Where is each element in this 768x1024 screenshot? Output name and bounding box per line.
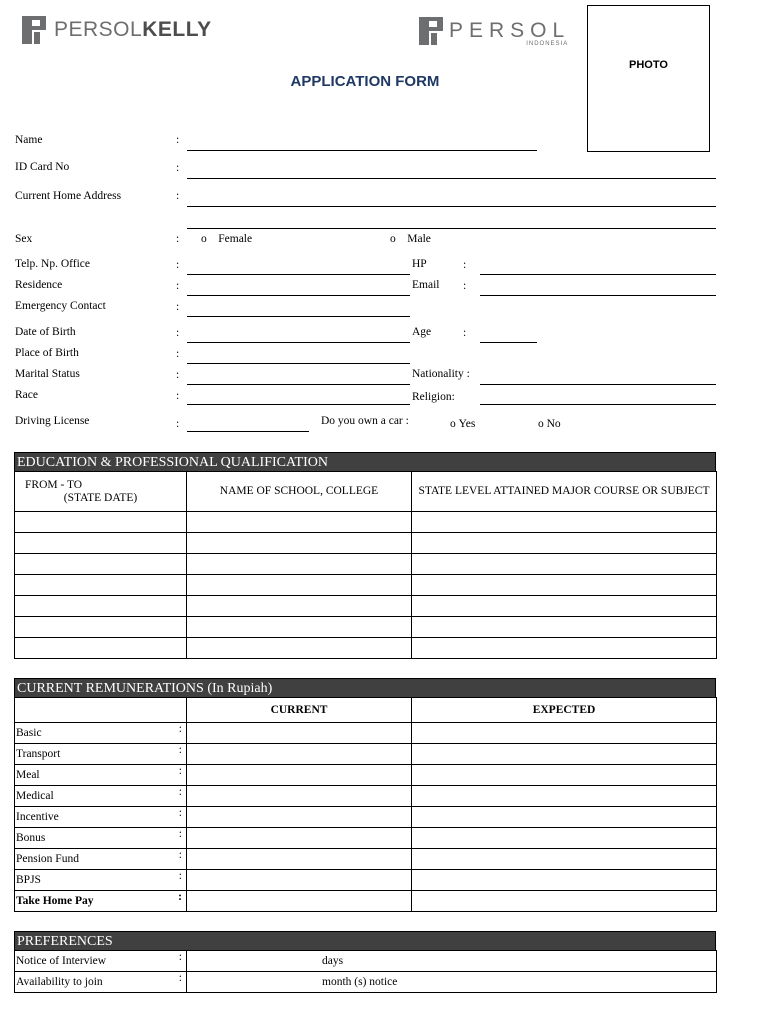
education-col-course: STATE LEVEL ATTAINED MAJOR COURSE OR SUBJECT — [412, 472, 717, 512]
remuneration-current-field[interactable] — [187, 744, 412, 765]
address-label: Current Home Address — [15, 190, 122, 202]
remuneration-label: Pension Fund — [16, 852, 79, 865]
colon: : — [178, 828, 182, 840]
education-course-cell[interactable] — [412, 533, 717, 554]
remuneration-row — [15, 849, 717, 870]
education-col-school: NAME OF SCHOOL, COLLEGE — [187, 472, 412, 512]
colon: : — [176, 390, 180, 402]
sex-female-option[interactable] — [201, 232, 252, 246]
remuneration-expected-field[interactable] — [412, 723, 717, 744]
education-from-to-cell[interactable] — [15, 575, 187, 596]
own-car-no-option[interactable] — [538, 417, 561, 431]
remuneration-row — [15, 786, 717, 807]
nationality-label: Nationality : — [412, 368, 470, 380]
remuneration-current-field[interactable] — [187, 891, 412, 912]
no-label: No — [546, 418, 561, 430]
remuneration-blank-header — [15, 698, 187, 723]
persolkelly-logo-text: PERSOLKELLY — [54, 18, 212, 41]
education-course-cell[interactable] — [412, 554, 717, 575]
emergency-contact-label: Emergency Contact — [15, 300, 106, 312]
own-car-yes-option[interactable] — [450, 417, 475, 431]
education-course-cell[interactable] — [412, 617, 717, 638]
remuneration-section-header: CURRENT REMUNERATIONS (In Rupiah) — [14, 678, 716, 698]
telp-office-label: Telp. Np. Office — [15, 258, 90, 270]
remuneration-expected-field[interactable] — [412, 807, 717, 828]
yes-label: Yes — [458, 418, 476, 430]
remuneration-label-cell — [15, 807, 187, 828]
preferences-row — [15, 972, 717, 993]
radio-circle-icon: o — [538, 418, 544, 430]
remuneration-current-field[interactable] — [187, 807, 412, 828]
residence-field[interactable] — [187, 295, 410, 296]
remuneration-row — [15, 744, 717, 765]
name-label: Name — [15, 134, 43, 146]
date-of-birth-label: Date of Birth — [15, 326, 76, 338]
education-school-cell[interactable] — [187, 638, 412, 659]
education-header-row — [15, 472, 717, 512]
remuneration-row — [15, 765, 717, 786]
remuneration-expected-field[interactable] — [412, 765, 717, 786]
remuneration-expected-field[interactable] — [412, 870, 717, 891]
education-row — [15, 596, 717, 617]
education-school-cell[interactable] — [187, 575, 412, 596]
form-title: APPLICATION FORM — [290, 73, 440, 90]
remuneration-label-cell — [15, 744, 187, 765]
persol-mark-icon — [419, 17, 443, 45]
driving-license-label: Driving License — [15, 415, 90, 427]
colon: : — [178, 765, 182, 777]
place-of-birth-label: Place of Birth — [15, 347, 79, 359]
remuneration-label-cell — [15, 786, 187, 807]
remuneration-label: Medical — [16, 789, 54, 802]
id-card-field[interactable] — [187, 178, 716, 179]
address-field-line-2[interactable] — [187, 228, 716, 229]
religion-field[interactable] — [480, 404, 716, 405]
education-from-to-cell[interactable] — [15, 638, 187, 659]
education-col-from-to: FROM - TO (STATE DATE) — [15, 472, 187, 512]
remuneration-row — [15, 828, 717, 849]
religion-label: Religion: — [412, 391, 455, 403]
remuneration-label-cell — [15, 828, 187, 849]
days-unit-label: days — [322, 954, 344, 967]
remuneration-row — [15, 723, 717, 744]
sex-male-option[interactable] — [390, 232, 431, 246]
driving-license-field[interactable] — [187, 431, 309, 432]
notice-of-interview-label: Notice of Interview — [16, 954, 107, 967]
remuneration-label-cell — [15, 891, 187, 912]
colon: : — [178, 807, 182, 819]
colon: : — [176, 327, 180, 339]
colon: : — [178, 891, 182, 903]
education-row — [15, 617, 717, 638]
remuneration-expected-field[interactable] — [412, 744, 717, 765]
education-course-cell[interactable] — [412, 575, 717, 596]
education-school-cell[interactable] — [187, 617, 412, 638]
remuneration-current-field[interactable] — [187, 723, 412, 744]
address-field-line-1[interactable] — [187, 206, 716, 207]
remuneration-label: BPJS — [16, 873, 41, 886]
colon: : — [176, 301, 180, 313]
education-school-cell[interactable] — [187, 596, 412, 617]
education-school-cell[interactable] — [187, 554, 412, 575]
education-row — [15, 512, 717, 533]
race-label: Race — [15, 389, 38, 401]
remuneration-row — [15, 807, 717, 828]
remuneration-label: Bonus — [16, 831, 46, 844]
remuneration-col-current: CURRENT — [187, 698, 412, 723]
colon: : — [178, 723, 182, 735]
telp-office-field[interactable] — [187, 274, 410, 275]
race-field[interactable] — [187, 404, 410, 405]
education-course-cell[interactable] — [412, 512, 717, 533]
date-of-birth-field[interactable] — [187, 342, 410, 343]
colon: : — [178, 972, 182, 984]
education-row — [15, 575, 717, 596]
email-label: Email — [412, 279, 440, 291]
remuneration-label: Meal — [16, 768, 40, 781]
age-label: Age — [412, 326, 432, 338]
indonesia-logo-text: INDONESIA — [526, 41, 569, 47]
remuneration-label: Take Home Pay — [16, 894, 94, 907]
education-row — [15, 533, 717, 554]
education-table — [14, 471, 717, 659]
remuneration-expected-field[interactable] — [412, 828, 717, 849]
remuneration-current-field[interactable] — [187, 870, 412, 891]
own-car-label: Do you own a car : — [321, 415, 409, 427]
colon: : — [176, 233, 180, 245]
remuneration-row — [15, 891, 717, 912]
months-notice-unit-label: month (s) notice — [322, 975, 398, 988]
education-school-cell[interactable] — [187, 512, 412, 533]
colon: : — [178, 849, 182, 861]
availability-field[interactable] — [187, 972, 717, 993]
availability-label: Availability to join — [16, 975, 103, 988]
age-field[interactable] — [480, 342, 537, 343]
female-label: Female — [218, 233, 253, 245]
preferences-section-header: PREFERENCES — [14, 931, 716, 951]
colon: : — [463, 327, 467, 339]
remuneration-current-field[interactable] — [187, 849, 412, 870]
remuneration-col-expected: EXPECTED — [412, 698, 717, 723]
marital-status-field[interactable] — [187, 384, 410, 385]
remuneration-expected-field[interactable] — [412, 786, 717, 807]
colon: : — [463, 280, 467, 292]
colon: : — [176, 162, 180, 174]
hp-label: HP — [412, 258, 427, 270]
education-section-header: EDUCATION & PROFESSIONAL QUALIFICATION — [14, 452, 716, 472]
colon: : — [176, 280, 180, 292]
education-from-to-cell[interactable] — [15, 512, 187, 533]
name-field[interactable] — [187, 150, 537, 151]
education-course-cell[interactable] — [412, 596, 717, 617]
remuneration-label-cell — [15, 849, 187, 870]
notice-of-interview-field[interactable] — [187, 951, 717, 972]
remuneration-label: Transport — [16, 747, 61, 760]
radio-circle-icon: o — [201, 233, 207, 245]
education-row — [15, 554, 717, 575]
preferences-table — [14, 950, 717, 993]
nationality-field[interactable] — [480, 384, 716, 385]
emergency-contact-field[interactable] — [187, 316, 410, 317]
colon: : — [176, 418, 180, 430]
remuneration-expected-field[interactable] — [412, 849, 717, 870]
colon: : — [176, 259, 180, 271]
remuneration-label-cell — [15, 723, 187, 744]
colon: : — [178, 786, 182, 798]
persol-mark-icon — [22, 16, 46, 44]
notice-of-interview-label-cell — [15, 951, 187, 972]
remuneration-expected-field[interactable] — [412, 891, 717, 912]
colon: : — [176, 369, 180, 381]
hp-field[interactable] — [480, 274, 716, 275]
email-field[interactable] — [480, 295, 716, 296]
radio-circle-icon: o — [390, 233, 396, 245]
colon: : — [176, 134, 180, 146]
colon: : — [176, 190, 180, 202]
preferences-row — [15, 951, 717, 972]
male-label: Male — [407, 233, 431, 245]
remuneration-label: Incentive — [16, 810, 59, 823]
persol-indonesia-logo — [419, 17, 570, 45]
colon: : — [176, 348, 180, 360]
place-of-birth-field[interactable] — [187, 363, 410, 364]
photo-label: PHOTO — [629, 59, 668, 71]
education-from-to-cell[interactable] — [15, 596, 187, 617]
colon: : — [463, 259, 467, 271]
remuneration-label-cell — [15, 765, 187, 786]
availability-label-cell — [15, 972, 187, 993]
education-row — [15, 638, 717, 659]
colon: : — [178, 870, 182, 882]
id-card-label: ID Card No — [15, 161, 70, 173]
education-course-cell[interactable] — [412, 638, 717, 659]
remuneration-current-field[interactable] — [187, 765, 412, 786]
sex-label: Sex — [15, 233, 33, 245]
marital-status-label: Marital Status — [15, 368, 80, 380]
education-from-to-cell[interactable] — [15, 617, 187, 638]
education-from-to-cell[interactable] — [15, 554, 187, 575]
remuneration-current-field[interactable] — [187, 828, 412, 849]
remuneration-table — [14, 697, 717, 912]
colon: : — [178, 744, 182, 756]
persolkelly-logo — [22, 16, 212, 44]
education-school-cell[interactable] — [187, 533, 412, 554]
education-from-to-cell[interactable] — [15, 533, 187, 554]
persol-logo-text: PERSOL — [449, 19, 571, 42]
colon: : — [178, 951, 182, 963]
residence-label: Residence — [15, 279, 63, 291]
remuneration-header-row — [15, 698, 717, 723]
remuneration-current-field[interactable] — [187, 786, 412, 807]
remuneration-row — [15, 870, 717, 891]
remuneration-label: Basic — [16, 726, 42, 739]
radio-circle-icon: o — [450, 418, 456, 430]
remuneration-label-cell — [15, 870, 187, 891]
